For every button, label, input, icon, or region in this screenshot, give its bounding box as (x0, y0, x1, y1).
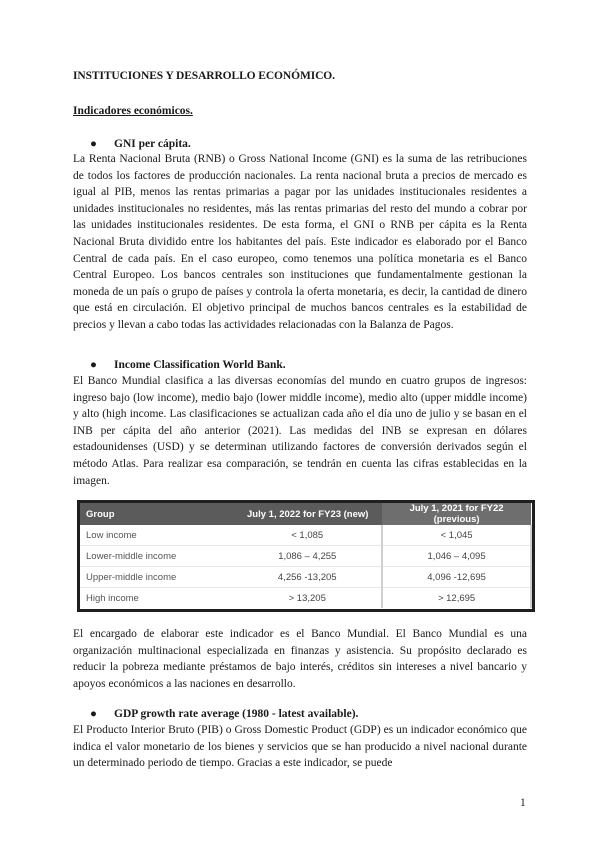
table-cell: > 13,205 (288, 592, 326, 604)
section-heading: Indicadores económicos. (73, 105, 193, 117)
table-cell: Low income (80, 525, 233, 546)
table-cell: > 12,695 (382, 588, 531, 609)
table-cell: High income (86, 592, 139, 604)
bullet-icon: ● (90, 138, 97, 150)
bullet-icon: ● (90, 359, 97, 371)
paragraph-income-classification: El Banco Mundial clasifica a las diversas economías del mundo en cuatro grupos de ingresos: ingreso bajo (low income), medio bajo (lower middle income), medio alto (upper middle income) y alto (high income. Las clasificaciones se actualizan cada año el día uno de julio y se basan en el INB per cápita del año anterior (2021). Las medidas del INB se expresan en dólares estadounidenses (USD) y se determinan utilizando factores de conversión derivados según el método Atlas. Para realizar esa comparación, se tendrán en cuenta las cifras establecidas en la imagen. (73, 375, 527, 487)
paragraph-world-bank: El encargado de elaborar este indicador es el Banco Mundial. El Banco Mundial es una organización multinacional especializada en finanzas y asistencia. Su propósito declarado es reducir la pobreza mediante préstamos de bajo interés, créditos sin intereses a nivel bancario y apoyos económicos a las naciones en desarrollo. (73, 628, 527, 690)
table-cell: < 1,085 (233, 525, 382, 546)
bullet-label: Income Classification World Bank. (114, 359, 286, 371)
table-row (80, 525, 531, 546)
paragraph-gdp: El Producto Interior Bruto (PIB) o Gross Domestic Product (GDP) es un indicador económico que indica el valor monetario de los bienes y servicios que se han producido a nivel nacional durante un determinado periodo de tiempo. Gracias a este indicador, se puede (73, 724, 527, 770)
table-row (80, 588, 531, 609)
page-number: 1 (520, 797, 526, 809)
bullet-label: GDP growth rate average (1980 - latest available). (114, 708, 359, 720)
table-cell: 1,086 – 4,255 (233, 546, 382, 567)
table-header-cell: July 1, 2021 for FY22 (previous) (382, 503, 531, 525)
paragraph-gni: La Renta Nacional Bruta (RNB) o Gross National Income (GNI) es la suma de las retribuciones de todos los factores de producción nacionales. La renta nacional bruta a precios de mercado es igual al PIB, menos las rentas primarias a pagar por las unidades institucionales residentes a unidades institucionales no residentes, más las rentas primarias del resto del mundo a cobrar por las unidades institucionales residentes. De esta forma, el GNI o RNB per cápita es la Renta Nacional Bruta dividido entre los habitantes del país. Este indicador es elaborado por el Banco Central de cada país. En el caso europeo, como tenemos una política monetaria es el Banco Central Europeo. Los bancos centrales son instituciones que fundamentalmente gestionan la moneda de un país o grupo de países y controla la oferta monetaria, es decir, la cantidad de dinero que está en circulación. El objetivo principal de muchos bancos centrales es la estabilidad de precios y llevan a cabo todas las actividades relacionadas con la Balanza de Pagos. (73, 153, 527, 331)
bullet-heading-gdp-growth (90, 708, 358, 720)
table-cell: 1,046 – 4,095 (382, 546, 531, 567)
table-row (80, 546, 531, 567)
income-classification-table (77, 500, 535, 612)
bullet-heading-gni (90, 138, 191, 150)
table-cell: < 1,045 (382, 525, 531, 546)
document-title: INSTITUCIONES Y DESARROLLO ECONÓMICO. (73, 70, 335, 82)
table-cell: 4,096 -12,695 (382, 567, 531, 588)
table-header-cell: Group (80, 503, 233, 525)
table-cell: 4,256 -13,205 (233, 567, 382, 588)
table-header-cell: July 1, 2022 for FY23 (new) (233, 503, 382, 525)
bullet-heading-income-classification (90, 359, 286, 371)
table-cell: Lower-middle income (80, 546, 233, 567)
table-row (80, 567, 531, 588)
bullet-label: GNI per cápita. (114, 138, 191, 150)
table-cell: Upper-middle income (80, 567, 233, 588)
table-header-row (80, 503, 531, 525)
bullet-icon: ● (90, 708, 97, 720)
